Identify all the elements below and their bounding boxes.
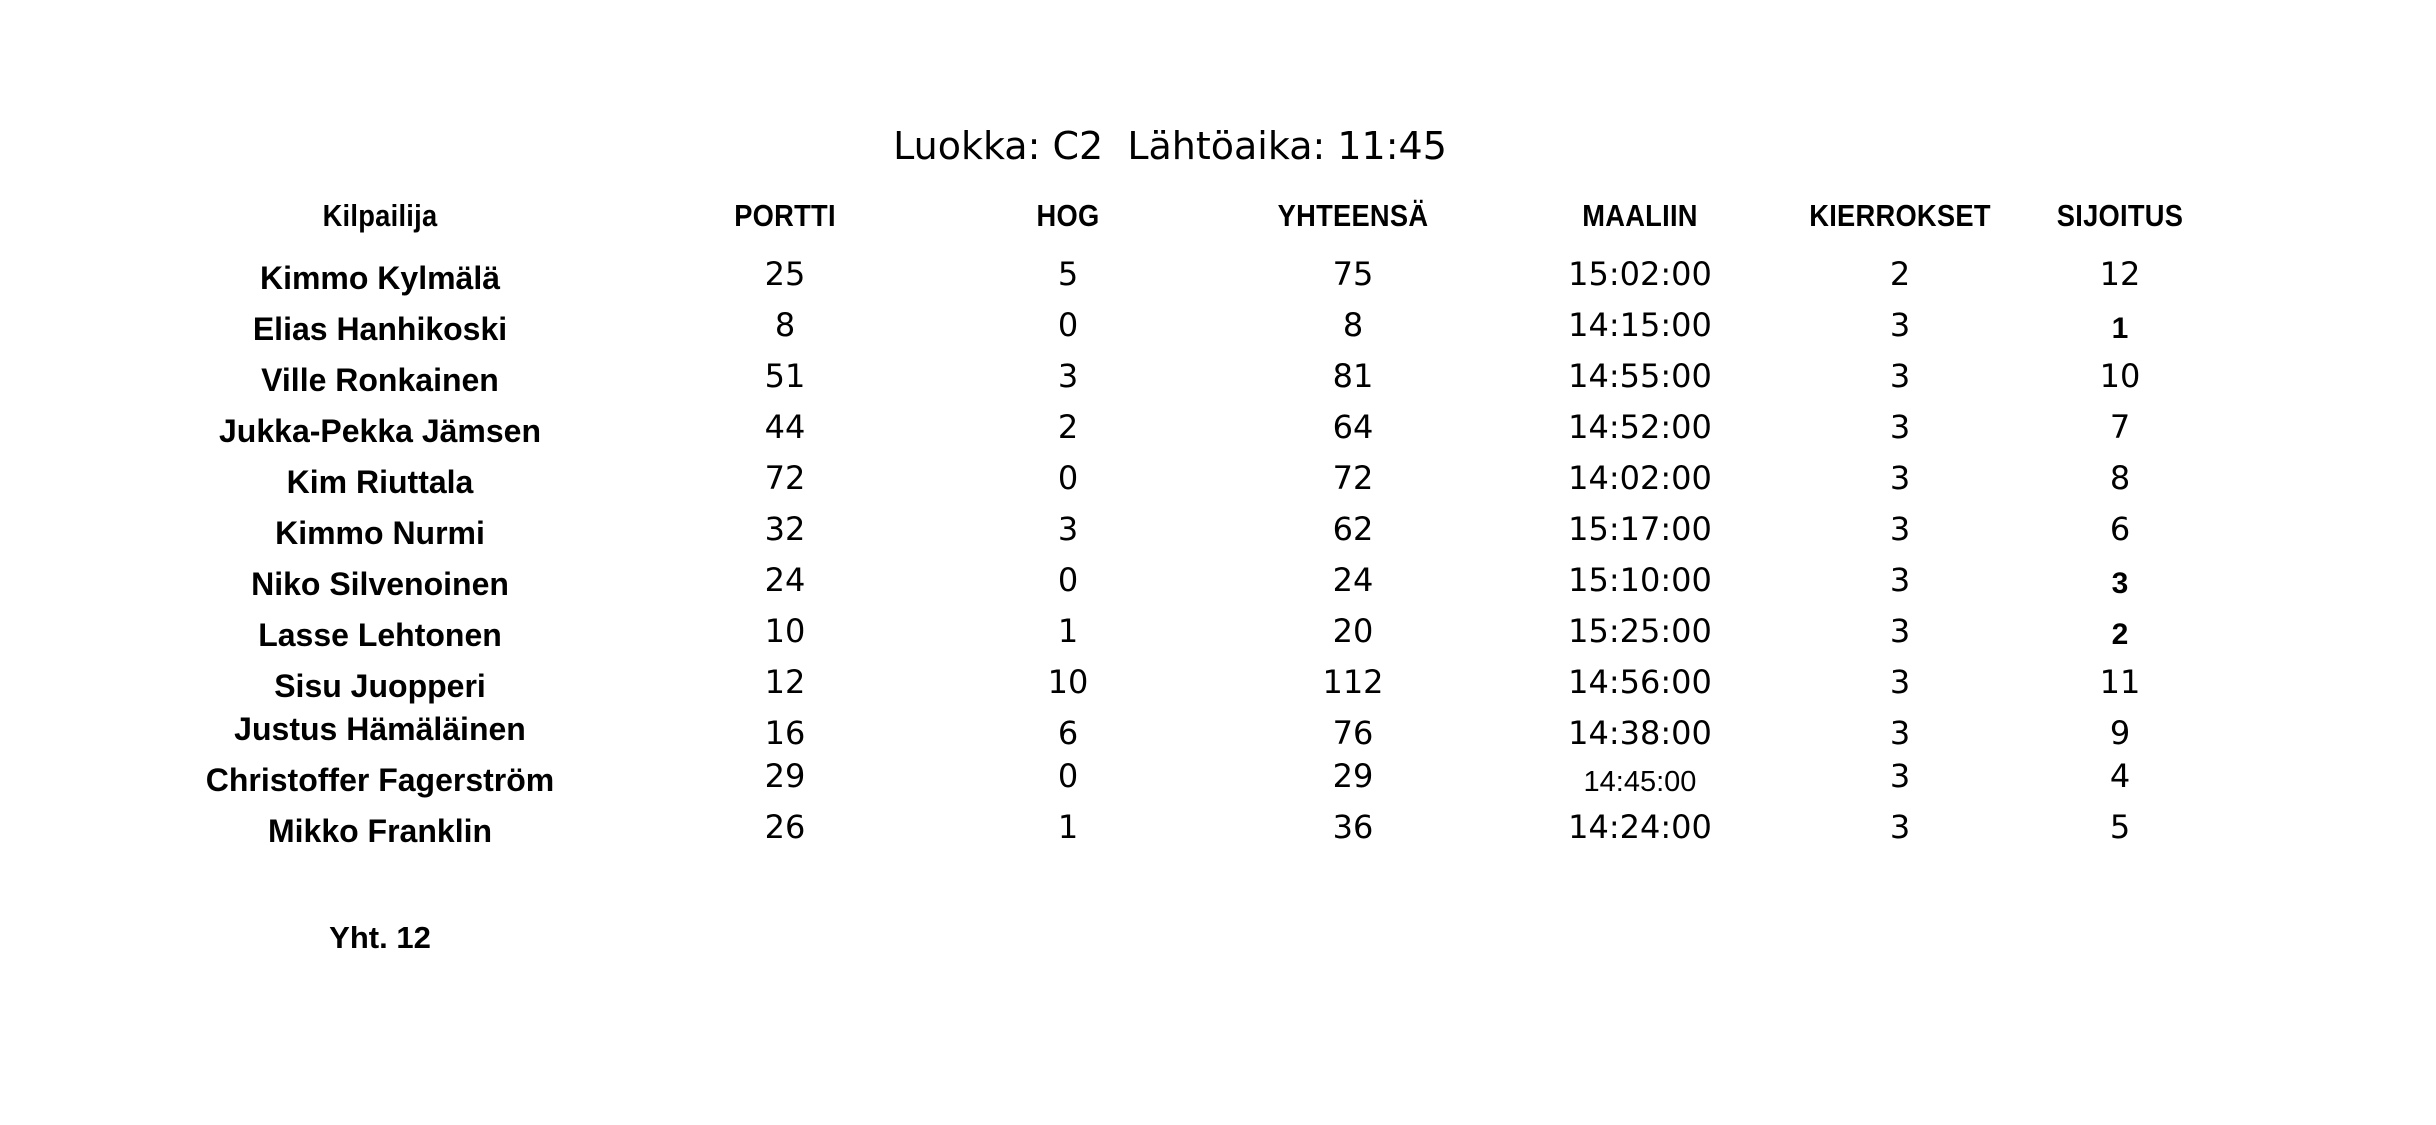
maaliin-time: 15:25:00 — [1568, 612, 1712, 650]
kierrokset-value: 3 — [1889, 757, 1911, 795]
yhteensa-value: 64 — [1332, 408, 1374, 446]
kierrokset-value: 3 — [1889, 714, 1911, 752]
hog-value: 0 — [1057, 757, 1079, 795]
hog-value: 3 — [1057, 357, 1079, 395]
total-count: Yht. 12 — [329, 920, 431, 955]
hog-value: 5 — [1057, 255, 1079, 293]
hog-value: 1 — [1057, 612, 1079, 650]
hog-value: 3 — [1057, 510, 1079, 548]
competitor-name: Sisu Juopperi — [274, 668, 486, 704]
page-title: Luokka: C2 Lähtöaika: 11:45 — [893, 124, 1447, 168]
maaliin-time: 15:17:00 — [1568, 510, 1712, 548]
portti-value: 32 — [764, 510, 806, 548]
hog-value: 10 — [1047, 663, 1089, 701]
maaliin-time: 14:02:00 — [1568, 459, 1712, 497]
header-kierrokset: KIERROKSET — [1809, 198, 1991, 233]
yhteensa-value: 29 — [1332, 757, 1374, 795]
sijoitus-value: 6 — [2109, 510, 2131, 548]
kierrokset-value: 3 — [1889, 612, 1911, 650]
kierrokset-value: 3 — [1889, 357, 1911, 395]
sijoitus-value: 9 — [2109, 714, 2131, 752]
portti-value: 25 — [764, 255, 806, 293]
hog-value: 2 — [1057, 408, 1079, 446]
sijoitus-value: 8 — [2109, 459, 2131, 497]
yhteensa-value: 24 — [1332, 561, 1374, 599]
kierrokset-value: 3 — [1889, 306, 1911, 344]
header-portti: PORTTI — [734, 198, 836, 233]
yhteensa-value: 72 — [1332, 459, 1374, 497]
kierrokset-value: 3 — [1889, 459, 1911, 497]
kierrokset-value: 3 — [1889, 808, 1911, 846]
yhteensa-value: 36 — [1332, 808, 1374, 846]
competitor-name: Christoffer Fagerström — [205, 762, 555, 798]
maaliin-time: 14:24:00 — [1568, 808, 1712, 846]
portti-value: 16 — [764, 714, 806, 752]
competitor-name: Jukka-Pekka Jämsen — [219, 413, 541, 449]
sijoitus-value: 2 — [2111, 618, 2129, 651]
competitor-name: Kim Riuttala — [286, 464, 474, 500]
sijoitus-value: 4 — [2109, 757, 2131, 795]
yhteensa-value: 62 — [1332, 510, 1374, 548]
hog-value: 6 — [1057, 714, 1079, 752]
yhteensa-value: 20 — [1332, 612, 1374, 650]
kierrokset-value: 3 — [1889, 561, 1911, 599]
hog-value: 0 — [1057, 561, 1079, 599]
competitor-name: Mikko Franklin — [267, 813, 493, 849]
yhteensa-value: 112 — [1322, 663, 1384, 701]
kierrokset-value: 3 — [1889, 510, 1911, 548]
maaliin-time: 14:15:00 — [1568, 306, 1712, 344]
maaliin-time: 14:52:00 — [1568, 408, 1712, 446]
kierrokset-value: 2 — [1889, 255, 1911, 293]
competitor-name: Lasse Lehtonen — [258, 617, 502, 653]
maaliin-time: 14:38:00 — [1568, 714, 1712, 752]
hog-value: 1 — [1057, 808, 1079, 846]
competitor-name: Kimmo Kylmälä — [259, 260, 501, 296]
portti-value: 72 — [764, 459, 806, 497]
yhteensa-value: 81 — [1332, 357, 1374, 395]
sijoitus-value: 3 — [2111, 567, 2129, 600]
competitor-name: Justus Hämäläinen — [234, 711, 526, 747]
hog-value: 0 — [1057, 459, 1079, 497]
portti-value: 8 — [774, 306, 796, 344]
header-maaliin: MAALIIN — [1582, 198, 1698, 233]
portti-value: 29 — [764, 757, 806, 795]
sijoitus-value: 10 — [2099, 357, 2141, 395]
header-hog: HOG — [1036, 198, 1100, 233]
yhteensa-value: 76 — [1332, 714, 1374, 752]
sijoitus-value: 7 — [2109, 408, 2131, 446]
maaliin-time: 14:55:00 — [1568, 357, 1712, 395]
header-yhteensa: YHTEENSÄ — [1277, 198, 1429, 233]
maaliin-time: 14:45:00 — [1583, 766, 1697, 798]
portti-value: 10 — [764, 612, 806, 650]
kierrokset-value: 3 — [1889, 663, 1911, 701]
portti-value: 51 — [764, 357, 806, 395]
sijoitus-value: 1 — [2111, 312, 2129, 345]
kierrokset-value: 3 — [1889, 408, 1911, 446]
competitor-name: Elias Hanhikoski — [252, 311, 508, 347]
portti-value: 44 — [764, 408, 806, 446]
portti-value: 24 — [764, 561, 806, 599]
header-sijoitus: SIJOITUS — [2056, 198, 2184, 233]
competitor-name: Kimmo Nurmi — [275, 515, 485, 551]
sijoitus-value: 5 — [2109, 808, 2131, 846]
yhteensa-value: 8 — [1342, 306, 1364, 344]
competitor-name: Niko Silvenoinen — [251, 566, 509, 602]
portti-value: 12 — [764, 663, 806, 701]
maaliin-time: 15:10:00 — [1568, 561, 1712, 599]
sijoitus-value: 11 — [2099, 663, 2141, 701]
sijoitus-value: 12 — [2099, 255, 2141, 293]
portti-value: 26 — [764, 808, 806, 846]
yhteensa-value: 75 — [1332, 255, 1374, 293]
maaliin-time: 15:02:00 — [1568, 255, 1712, 293]
competitor-name: Ville Ronkainen — [261, 362, 499, 398]
header-kilpailija: Kilpailija — [322, 198, 438, 233]
hog-value: 0 — [1057, 306, 1079, 344]
maaliin-time: 14:56:00 — [1568, 663, 1712, 701]
